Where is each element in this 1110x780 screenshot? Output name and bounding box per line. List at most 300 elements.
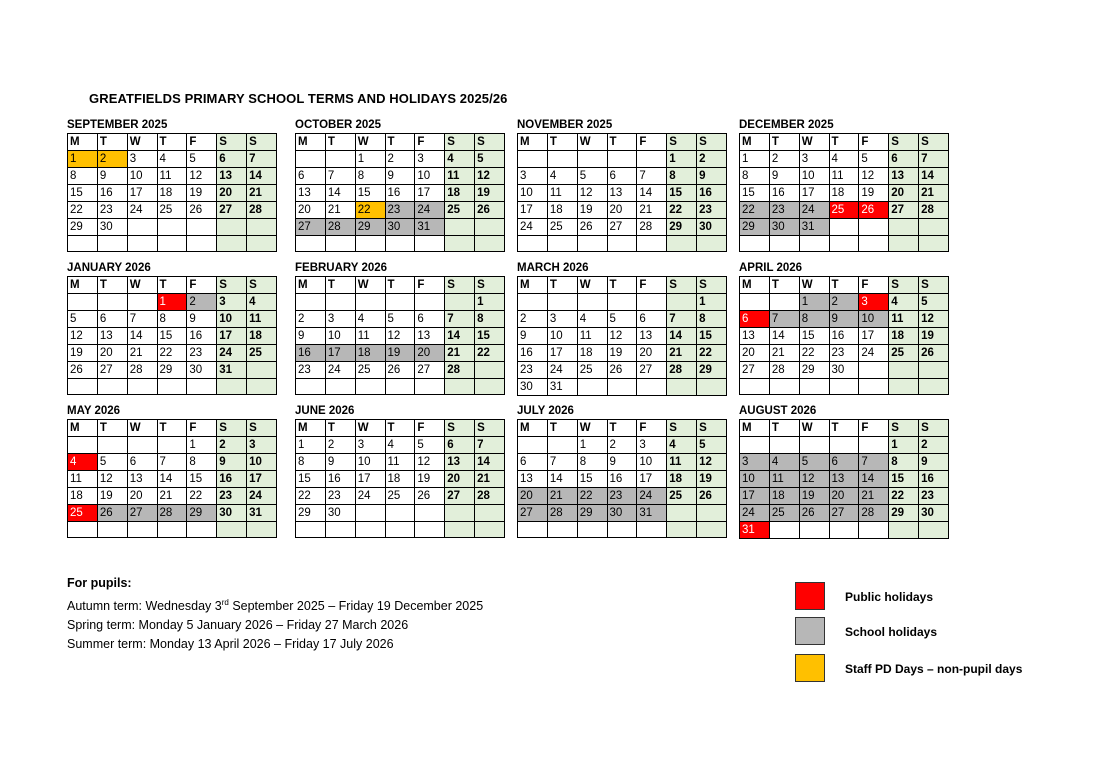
day-cell: 22: [68, 202, 98, 219]
day-cell: 29: [889, 505, 919, 522]
day-cell: 6: [637, 311, 667, 328]
day-cell: 31: [799, 219, 829, 236]
day-cell: 4: [355, 311, 385, 328]
day-cell: 8: [296, 454, 326, 471]
month-table: [517, 133, 727, 252]
empty-cell: [829, 219, 859, 236]
empty-cell: [217, 522, 247, 538]
day-cell: 1: [187, 437, 217, 454]
legend-school-label: School holidays: [845, 625, 938, 639]
day-header: T: [325, 277, 355, 294]
empty-cell: [127, 437, 157, 454]
day-cell: 12: [859, 168, 889, 185]
day-cell: 25: [769, 505, 799, 522]
day-cell: 10: [518, 185, 548, 202]
week-row: [68, 362, 277, 379]
day-cell: 12: [697, 454, 727, 471]
day-cell: 28: [637, 219, 667, 236]
day-cell: 20: [296, 202, 326, 219]
day-cell: 3: [518, 168, 548, 185]
week-row: [68, 294, 277, 311]
month-calendar: [739, 261, 949, 395]
day-header: S: [247, 277, 277, 294]
day-cell: 4: [157, 151, 187, 168]
day-cell: 30: [607, 505, 637, 522]
day-cell: 27: [127, 505, 157, 522]
day-cell: 9: [385, 168, 415, 185]
day-header: W: [127, 420, 157, 437]
day-header: W: [577, 134, 607, 151]
day-cell: 11: [547, 185, 577, 202]
week-row: [518, 168, 727, 185]
day-cell: 31: [637, 505, 667, 522]
empty-cell: [667, 379, 697, 396]
empty-cell: [217, 379, 247, 395]
empty-cell: [385, 505, 415, 522]
day-cell: 25: [829, 202, 859, 219]
month-title: SEPTEMBER 2025: [67, 119, 168, 131]
empty-cell: [247, 236, 277, 252]
day-cell: 5: [919, 294, 949, 311]
week-row: [296, 151, 505, 168]
legend-public-label: Public holidays: [845, 590, 934, 604]
day-header: F: [187, 420, 217, 437]
day-header: T: [769, 134, 799, 151]
day-cell: 23: [919, 488, 949, 505]
day-cell: 27: [637, 362, 667, 379]
empty-cell: [217, 219, 247, 236]
day-cell: 21: [637, 202, 667, 219]
day-cell: 17: [247, 471, 277, 488]
day-cell: 2: [607, 437, 637, 454]
day-cell: 6: [740, 311, 770, 328]
day-cell: 7: [247, 151, 277, 168]
empty-cell: [157, 219, 187, 236]
empty-cell: [97, 379, 127, 395]
month-title: AUGUST 2026: [739, 405, 817, 417]
empty-cell: [637, 236, 667, 252]
day-header: W: [355, 420, 385, 437]
day-cell: 29: [577, 505, 607, 522]
empty-cell: [518, 151, 548, 168]
day-header: F: [187, 277, 217, 294]
day-cell: 15: [475, 328, 505, 345]
day-header: T: [547, 420, 577, 437]
empty-cell: [859, 362, 889, 379]
day-cell: 13: [217, 168, 247, 185]
day-cell: 22: [355, 202, 385, 219]
week-row: [68, 151, 277, 168]
day-cell: 19: [799, 488, 829, 505]
month-title: JANUARY 2026: [67, 262, 151, 274]
day-cell: 2: [187, 294, 217, 311]
day-cell: 16: [769, 185, 799, 202]
day-cell: 2: [518, 311, 548, 328]
day-header: F: [415, 420, 445, 437]
school-holiday-swatch: [795, 617, 825, 645]
empty-cell: [919, 522, 949, 539]
day-cell: 14: [325, 185, 355, 202]
day-cell: 19: [607, 345, 637, 362]
week-row: [518, 294, 727, 311]
day-header: M: [518, 134, 548, 151]
week-row: [740, 471, 949, 488]
day-cell: 28: [445, 362, 475, 379]
day-cell: 9: [829, 311, 859, 328]
empty-cell: [547, 236, 577, 252]
empty-cell: [518, 294, 548, 311]
day-cell: 23: [769, 202, 799, 219]
week-row: [68, 437, 277, 454]
month-title: MAY 2026: [67, 405, 121, 417]
day-cell: 25: [547, 219, 577, 236]
empty-cell: [475, 522, 505, 538]
empty-cell: [577, 151, 607, 168]
week-row: [68, 345, 277, 362]
day-header: S: [445, 134, 475, 151]
day-cell: 8: [68, 168, 98, 185]
day-cell: 8: [577, 454, 607, 471]
empty-cell: [68, 379, 98, 395]
day-cell: 27: [217, 202, 247, 219]
day-cell: 26: [799, 505, 829, 522]
empty-cell: [415, 505, 445, 522]
day-cell: 17: [355, 471, 385, 488]
empty-cell: [607, 294, 637, 311]
month-calendar: [295, 404, 505, 538]
day-cell: 14: [247, 168, 277, 185]
day-cell: 31: [740, 522, 770, 539]
day-cell: 8: [740, 168, 770, 185]
month-calendar: [67, 261, 277, 395]
day-cell: 22: [187, 488, 217, 505]
day-cell: 15: [667, 185, 697, 202]
day-cell: 5: [697, 437, 727, 454]
day-cell: 18: [829, 185, 859, 202]
empty-cell: [355, 379, 385, 395]
empty-cell: [355, 236, 385, 252]
empty-cell: [296, 294, 326, 311]
day-header: T: [385, 134, 415, 151]
day-header: S: [697, 420, 727, 437]
empty-cell: [385, 522, 415, 538]
day-cell: 6: [127, 454, 157, 471]
day-cell: 22: [740, 202, 770, 219]
day-cell: 9: [919, 454, 949, 471]
empty-cell: [859, 437, 889, 454]
day-header: F: [415, 134, 445, 151]
day-cell: 24: [859, 345, 889, 362]
day-cell: 7: [667, 311, 697, 328]
day-cell: 8: [157, 311, 187, 328]
empty-cell: [667, 236, 697, 252]
day-header: S: [247, 134, 277, 151]
day-cell: 23: [607, 488, 637, 505]
day-cell: 6: [445, 437, 475, 454]
empty-cell: [829, 437, 859, 454]
empty-cell: [68, 437, 98, 454]
empty-cell: [769, 522, 799, 539]
empty-cell: [740, 294, 770, 311]
empty-cell: [415, 236, 445, 252]
day-cell: 24: [637, 488, 667, 505]
day-cell: 30: [385, 219, 415, 236]
empty-cell: [637, 294, 667, 311]
week-row: [740, 345, 949, 362]
day-cell: 26: [577, 219, 607, 236]
month-calendar: [517, 261, 727, 396]
day-cell: 7: [637, 168, 667, 185]
week-row: [296, 202, 505, 219]
day-cell: 17: [859, 328, 889, 345]
day-cell: 27: [97, 362, 127, 379]
empty-cell: [475, 362, 505, 379]
day-cell: 30: [829, 362, 859, 379]
empty-cell: [187, 379, 217, 395]
empty-cell: [607, 236, 637, 252]
day-cell: 16: [697, 185, 727, 202]
empty-cell: [127, 219, 157, 236]
day-cell: 14: [769, 328, 799, 345]
day-cell: 14: [127, 328, 157, 345]
day-cell: 23: [97, 202, 127, 219]
day-cell: 11: [889, 311, 919, 328]
day-cell: 17: [127, 185, 157, 202]
week-row: [518, 488, 727, 505]
week-row: [740, 437, 949, 454]
empty-cell: [355, 294, 385, 311]
day-header: T: [325, 420, 355, 437]
day-cell: 3: [325, 311, 355, 328]
day-cell: 1: [697, 294, 727, 311]
day-cell: 8: [667, 168, 697, 185]
day-cell: 22: [889, 488, 919, 505]
month-table: [295, 133, 505, 252]
day-cell: 26: [68, 362, 98, 379]
day-cell: 7: [769, 311, 799, 328]
day-cell: 20: [637, 345, 667, 362]
empty-cell: [740, 379, 770, 395]
day-cell: 5: [385, 311, 415, 328]
day-cell: 15: [740, 185, 770, 202]
week-row: [518, 522, 727, 538]
day-header: T: [157, 134, 187, 151]
day-cell: 5: [415, 437, 445, 454]
day-cell: 12: [97, 471, 127, 488]
day-cell: 25: [247, 345, 277, 362]
empty-cell: [889, 522, 919, 539]
month-calendar: [517, 404, 727, 538]
day-header: F: [637, 277, 667, 294]
day-cell: 17: [518, 202, 548, 219]
day-cell: 3: [127, 151, 157, 168]
empty-cell: [799, 379, 829, 395]
day-cell: 10: [355, 454, 385, 471]
day-cell: 13: [607, 185, 637, 202]
day-cell: 3: [217, 294, 247, 311]
day-cell: 10: [799, 168, 829, 185]
week-row: [296, 505, 505, 522]
day-cell: 5: [475, 151, 505, 168]
day-cell: 21: [769, 345, 799, 362]
week-row: [740, 488, 949, 505]
empty-cell: [607, 522, 637, 538]
empty-cell: [475, 219, 505, 236]
day-cell: 4: [889, 294, 919, 311]
day-cell: 1: [475, 294, 505, 311]
empty-cell: [697, 505, 727, 522]
week-row: [740, 294, 949, 311]
empty-cell: [829, 522, 859, 539]
day-cell: 29: [740, 219, 770, 236]
empty-cell: [799, 437, 829, 454]
day-cell: 12: [68, 328, 98, 345]
day-cell: 30: [697, 219, 727, 236]
day-header: T: [829, 420, 859, 437]
autumn-term-start: Autumn term: Wednesday 3: [67, 599, 222, 614]
empty-cell: [637, 522, 667, 538]
month-table: [67, 276, 277, 395]
day-cell: 8: [889, 454, 919, 471]
week-row: [296, 236, 505, 252]
day-cell: 23: [325, 488, 355, 505]
day-cell: 22: [799, 345, 829, 362]
day-cell: 23: [697, 202, 727, 219]
day-cell: 13: [829, 471, 859, 488]
empty-cell: [829, 236, 859, 252]
empty-cell: [697, 522, 727, 538]
day-header: F: [187, 134, 217, 151]
day-cell: 18: [667, 471, 697, 488]
day-cell: 7: [919, 151, 949, 168]
week-row: [68, 236, 277, 252]
week-row: [740, 311, 949, 328]
day-header: S: [217, 277, 247, 294]
empty-cell: [740, 236, 770, 252]
week-row: [68, 505, 277, 522]
day-cell: 19: [475, 185, 505, 202]
day-cell: 10: [637, 454, 667, 471]
month-calendar: [739, 404, 949, 539]
day-cell: 18: [547, 202, 577, 219]
day-cell: 29: [667, 219, 697, 236]
day-cell: 25: [157, 202, 187, 219]
day-cell: 21: [859, 488, 889, 505]
day-cell: 19: [385, 345, 415, 362]
day-cell: 14: [637, 185, 667, 202]
day-cell: 20: [217, 185, 247, 202]
day-header: T: [97, 420, 127, 437]
week-row: [68, 488, 277, 505]
day-header: W: [355, 277, 385, 294]
day-header: T: [829, 277, 859, 294]
day-cell: 1: [577, 437, 607, 454]
day-cell: 24: [415, 202, 445, 219]
empty-cell: [607, 379, 637, 396]
day-header: M: [518, 420, 548, 437]
day-header: M: [518, 277, 548, 294]
month-table: [67, 419, 277, 538]
day-cell: 9: [217, 454, 247, 471]
empty-cell: [296, 379, 326, 395]
day-header: S: [697, 134, 727, 151]
day-header: T: [385, 277, 415, 294]
day-cell: 1: [799, 294, 829, 311]
day-cell: 16: [385, 185, 415, 202]
day-cell: 9: [97, 168, 127, 185]
empty-cell: [325, 236, 355, 252]
week-row: [740, 454, 949, 471]
empty-cell: [68, 294, 98, 311]
day-cell: 23: [187, 345, 217, 362]
month-table: [739, 133, 949, 252]
day-cell: 6: [217, 151, 247, 168]
day-header: W: [355, 134, 385, 151]
week-row: [740, 202, 949, 219]
day-header: W: [127, 277, 157, 294]
empty-cell: [637, 379, 667, 396]
day-cell: 16: [187, 328, 217, 345]
day-cell: 17: [415, 185, 445, 202]
day-cell: 3: [859, 294, 889, 311]
day-cell: 30: [919, 505, 949, 522]
day-cell: 27: [415, 362, 445, 379]
day-cell: 27: [518, 505, 548, 522]
day-cell: 30: [187, 362, 217, 379]
day-cell: 3: [740, 454, 770, 471]
empty-cell: [859, 522, 889, 539]
day-cell: 9: [187, 311, 217, 328]
empty-cell: [157, 522, 187, 538]
day-header: M: [740, 420, 770, 437]
week-row: [296, 168, 505, 185]
empty-cell: [157, 236, 187, 252]
day-cell: 28: [667, 362, 697, 379]
day-header: T: [607, 277, 637, 294]
day-cell: 4: [247, 294, 277, 311]
empty-cell: [127, 294, 157, 311]
week-row: [296, 311, 505, 328]
day-cell: 11: [829, 168, 859, 185]
day-cell: 21: [157, 488, 187, 505]
day-cell: 28: [769, 362, 799, 379]
day-cell: 30: [217, 505, 247, 522]
day-cell: 6: [415, 311, 445, 328]
day-cell: 6: [889, 151, 919, 168]
week-row: [740, 522, 949, 539]
day-cell: 12: [607, 328, 637, 345]
empty-cell: [97, 236, 127, 252]
day-header: S: [475, 277, 505, 294]
empty-cell: [577, 294, 607, 311]
day-cell: 27: [607, 219, 637, 236]
day-cell: 4: [667, 437, 697, 454]
day-cell: 19: [68, 345, 98, 362]
empty-cell: [889, 379, 919, 395]
day-cell: 7: [325, 168, 355, 185]
day-cell: 26: [385, 362, 415, 379]
day-header: S: [475, 420, 505, 437]
empty-cell: [547, 522, 577, 538]
day-cell: 6: [518, 454, 548, 471]
day-cell: 2: [829, 294, 859, 311]
day-cell: 14: [859, 471, 889, 488]
empty-cell: [637, 151, 667, 168]
day-cell: 31: [247, 505, 277, 522]
day-header: F: [637, 134, 667, 151]
day-cell: 18: [889, 328, 919, 345]
empty-cell: [859, 219, 889, 236]
